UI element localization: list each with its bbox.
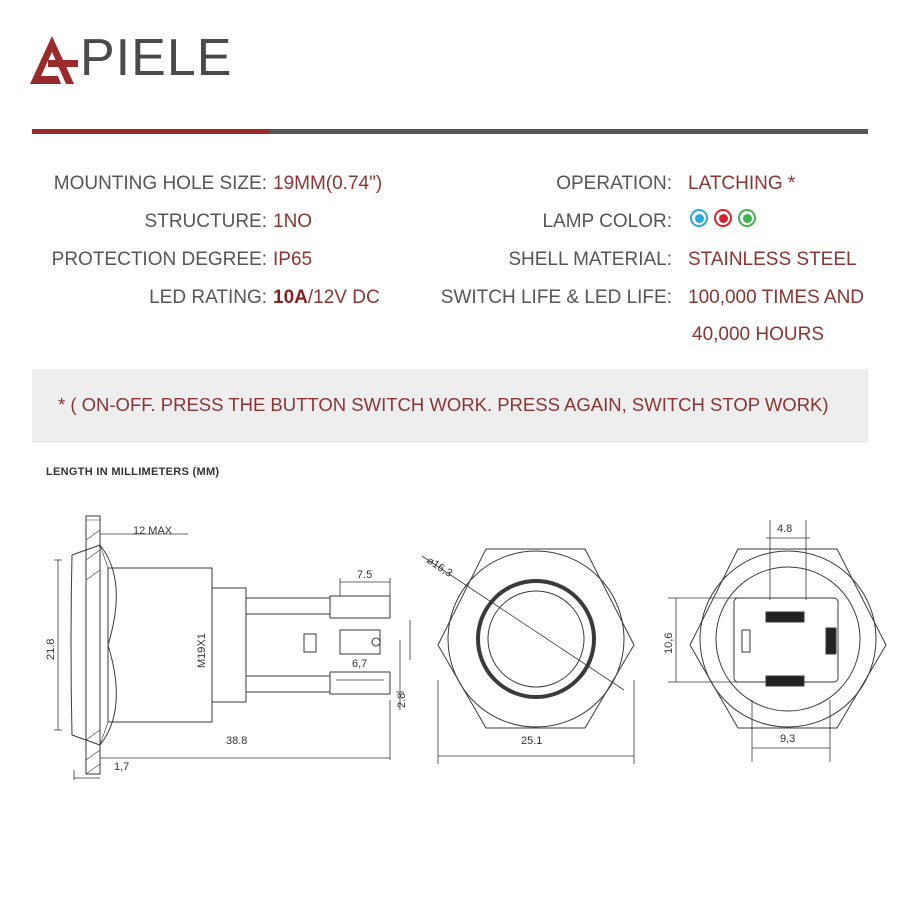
header-rule-accent xyxy=(32,129,270,134)
dim-back-bottom-label: 9,3 xyxy=(780,733,796,745)
back-hex xyxy=(690,549,886,728)
spec-label-lamp-color: LAMP COLOR: xyxy=(542,211,672,232)
dim-terminal-thickness-label: 2.8 xyxy=(396,692,408,708)
spec-value-structure: 1NO xyxy=(273,211,313,232)
dim-back-height-label: 10,6 xyxy=(663,632,675,654)
spec-value-protection: IP65 xyxy=(273,249,313,270)
header-rule xyxy=(270,129,868,134)
spec-value-led-rating-current: 10A xyxy=(273,287,308,308)
back-view xyxy=(668,520,886,762)
brand-name: PIELE xyxy=(80,29,233,87)
spec-label-mounting-hole: MOUNTING HOLE SIZE: xyxy=(53,173,267,194)
spec-value-life-switch: 100,000 TIMES AND xyxy=(688,287,865,308)
dim-length-label: 38.8 xyxy=(226,735,248,747)
dim-front-width-label: 25.1 xyxy=(521,735,543,747)
dim-max-label: 12 MAX xyxy=(133,525,173,537)
front-outer-ring xyxy=(448,551,624,727)
spec-label-life: SWITCH LIFE & LED LIFE: xyxy=(440,287,672,308)
dim-terminal-width-label: 7.5 xyxy=(357,569,373,581)
spec-label-structure: STRUCTURE: xyxy=(144,211,267,232)
lamp-color-blue-icon xyxy=(690,209,708,227)
lamp-color-green-icon xyxy=(738,209,756,227)
front-hex xyxy=(438,549,634,728)
lamp-color-red-icon xyxy=(714,209,732,227)
dim-diameter-label: ⌀16,3 xyxy=(424,554,455,580)
dimensions-title: LENGTH IN MILLIMETERS (MM) xyxy=(46,466,220,478)
front-button-ring xyxy=(478,581,594,697)
front-view xyxy=(422,549,634,764)
dim-flange-label: 1,7 xyxy=(114,761,130,773)
dim-back-top-label: 4.8 xyxy=(777,523,793,535)
brand-logo xyxy=(28,28,232,88)
dim-height-label: 21.8 xyxy=(45,638,57,660)
spec-value-mounting-hole: 19MM(0.74") xyxy=(273,173,383,194)
dim-thread-label: M19X1 xyxy=(196,633,208,668)
dimension-drawing xyxy=(0,500,900,790)
spec-value-led-rating-voltage: /12V DC xyxy=(307,287,380,308)
terminal-upper xyxy=(330,596,390,618)
logo-mark-icon xyxy=(28,28,78,88)
spec-label-led-rating: LED RATING: xyxy=(149,287,267,308)
spec-value-led-rating xyxy=(273,286,380,310)
spec-label-operation: OPERATION: xyxy=(556,173,672,194)
dim-terminal-gap-label: 6,7 xyxy=(352,658,368,670)
terminal-lower xyxy=(330,672,390,694)
operation-note: * ( ON-OFF. PRESS THE BUTTON SWITCH WORK. PRESS AGAIN, SWITCH STOP WORK) xyxy=(58,394,829,415)
spec-value-shell-material: STAINLESS STEEL xyxy=(688,249,857,270)
spec-value-operation: LATCHING * xyxy=(688,173,796,194)
spec-value-life-led: 40,000 HOURS xyxy=(692,324,825,345)
lamp-color-swatches xyxy=(690,209,756,227)
spec-label-protection: PROTECTION DEGREE: xyxy=(51,249,267,270)
spec-label-shell-material: SHELL MATERIAL: xyxy=(508,249,672,270)
